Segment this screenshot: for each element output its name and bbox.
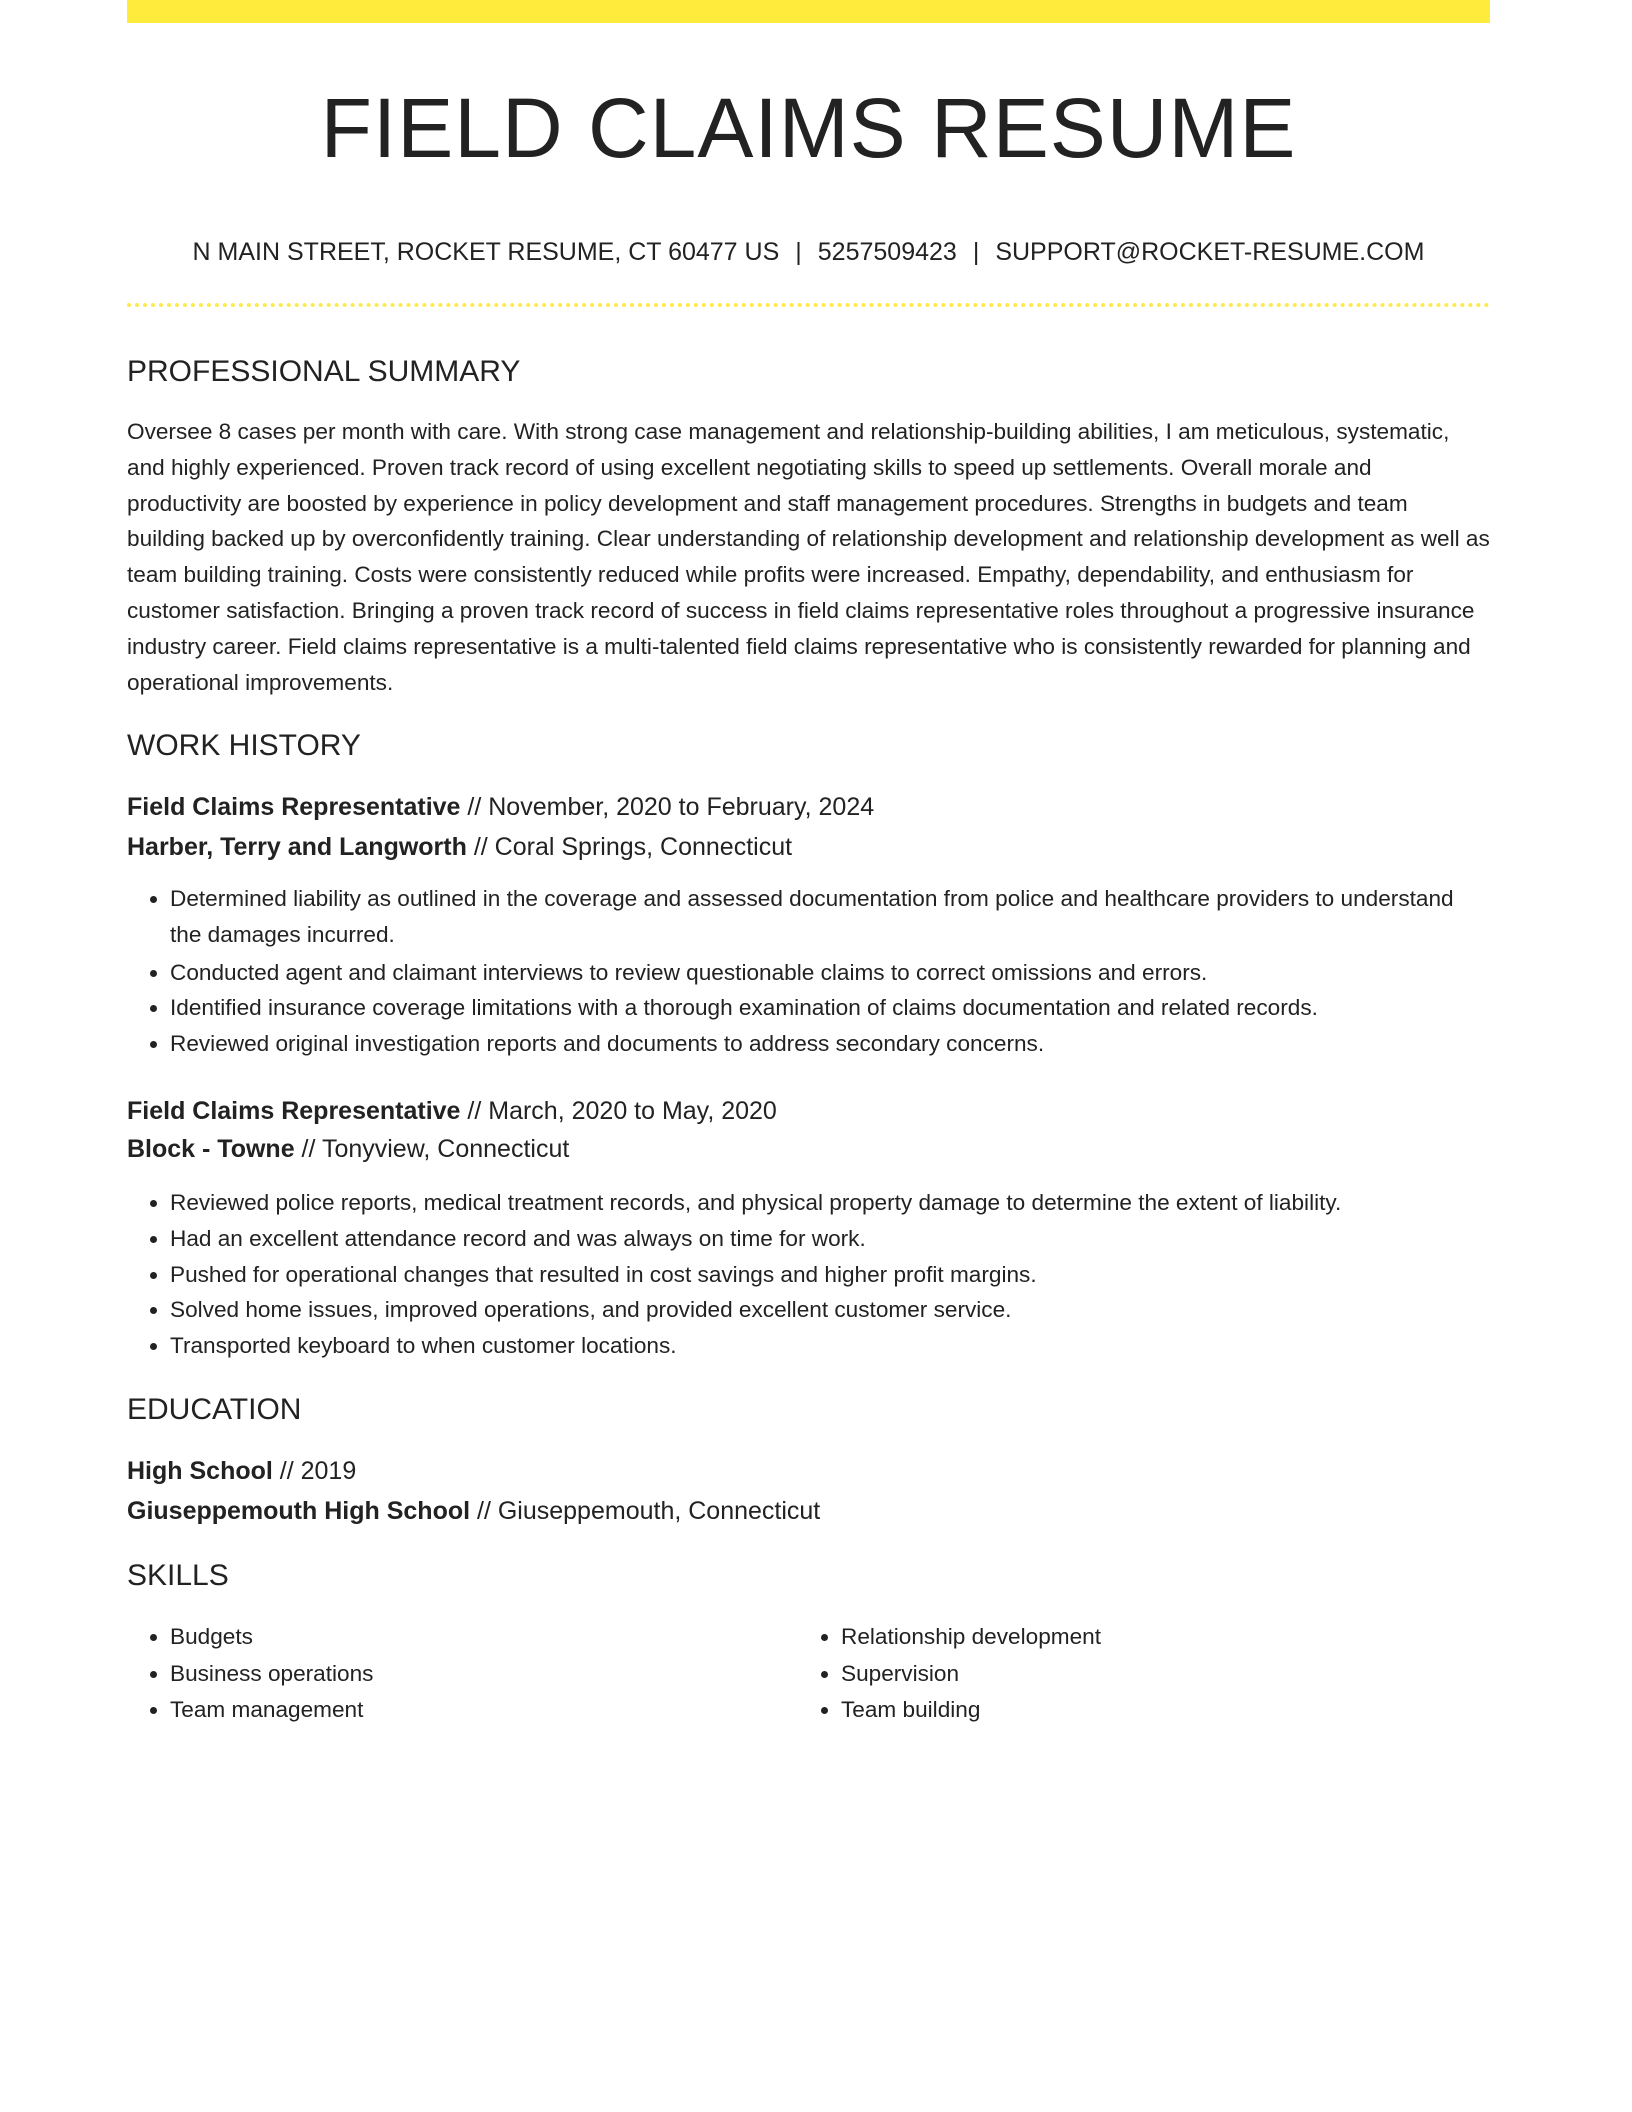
job-dates: // March, 2020 to May, 2020 [460,1097,777,1125]
education-degree: High School [127,1457,273,1485]
list-item: • Had an excellent attendance record and was always on time for work. [170,1221,1490,1257]
job-title: Field Claims Representative [127,1097,461,1125]
job-company-line [127,831,792,863]
contact-separator: | [795,238,802,266]
list-item: • Solved home issues, improved operations, and provided excellent customer service. [170,1292,1490,1328]
education-location: // Giuseppemouth, Connecticut [470,1497,821,1525]
job-company-line [127,1133,569,1165]
list-item: • Determined liability as outlined in the coverage and assessed documentation from police and healthcare providers to understand the damages incurred. [170,881,1490,953]
skill-item: • Budgets [170,1619,798,1656]
skill-item: • Business operations [170,1656,798,1693]
education-heading: EDUCATION [127,1393,302,1426]
list-item: • Transported keyboard to when customer locations. [170,1328,1490,1364]
resume-title: FIELD CLAIMS RESUME [320,81,1297,175]
job-dates: // November, 2020 to February, 2024 [460,793,875,821]
skill-item: • Supervision [841,1656,1490,1693]
contact-phone: 5257509423 [817,238,957,266]
contact-email: SUPPORT@ROCKET-RESUME.COM [995,238,1425,266]
list-item: • Identified insurance coverage limitations with a thorough examination of claims documentation and related records. [170,990,1490,1026]
summary-heading: PROFESSIONAL SUMMARY [127,355,521,388]
contact-separator: | [972,238,980,266]
list-item: • Reviewed police reports, medical treatment records, and physical property damage to determine the extent of liability. [170,1185,1490,1221]
job-company: Harber, Terry and Langworth [127,833,467,861]
education-school: Giuseppemouth High School [127,1497,471,1525]
contact-line [127,236,1490,268]
contact-address: N MAIN STREET, ROCKET RESUME, CT 60477 US [192,238,780,266]
summary-text: Oversee 8 cases per month with care. With strong case management and relationship-building abilities, I am meticulous, systematic, and highly experienced. Proven track record of using excellent negotiating skills to speed up settlements. Overall morale and productivity are boosted by experience in policy development and staff management procedures. Strengths in budgets and team building backed up by overconfidently training. Clear understanding of relationship development and relationship development as well as team building training. Costs were consistently reduced while profits were increased. Empathy, dependability, and enthusiasm for customer satisfaction. Bringing a proven track record of success in field claims representative roles throughout a progressive insurance industry career. Field claims representative is a multi-talented field claims representative who is consistently rewarded for planning and operational improvements. [127,419,1490,695]
education-year: // 2019 [272,1457,357,1485]
job-location: // Tonyview, Connecticut [294,1135,570,1163]
skills-heading: SKILLS [127,1559,229,1592]
skills-column-left [127,1619,798,1729]
education-degree-line [127,1455,356,1487]
accent-bar [127,0,1490,23]
job-bullets [127,881,1490,1062]
skills-column-right [798,1619,1490,1729]
job-title-line [127,791,874,823]
list-item: • Conducted agent and claimant interviews to review questionable claims to correct omissions and errors. [170,955,1490,991]
work-history-heading: WORK HISTORY [127,729,361,762]
job-bullets [127,1185,1490,1364]
skill-item: • Team management [170,1692,798,1729]
skill-item: • Team building [841,1692,1490,1729]
list-item: • Pushed for operational changes that resulted in cost savings and higher profit margins. [170,1257,1490,1293]
dotted-divider [127,303,1490,307]
job-title-line [127,1095,777,1127]
skills-list [127,1619,1490,1729]
skill-item: • Relationship development [841,1619,1490,1656]
list-item: • Reviewed original investigation reports and documents to address secondary concerns. [170,1026,1490,1062]
education-school-line [127,1495,820,1527]
job-title: Field Claims Representative [127,793,461,821]
job-company: Block - Towne [127,1135,295,1163]
job-location: // Coral Springs, Connecticut [466,833,793,861]
